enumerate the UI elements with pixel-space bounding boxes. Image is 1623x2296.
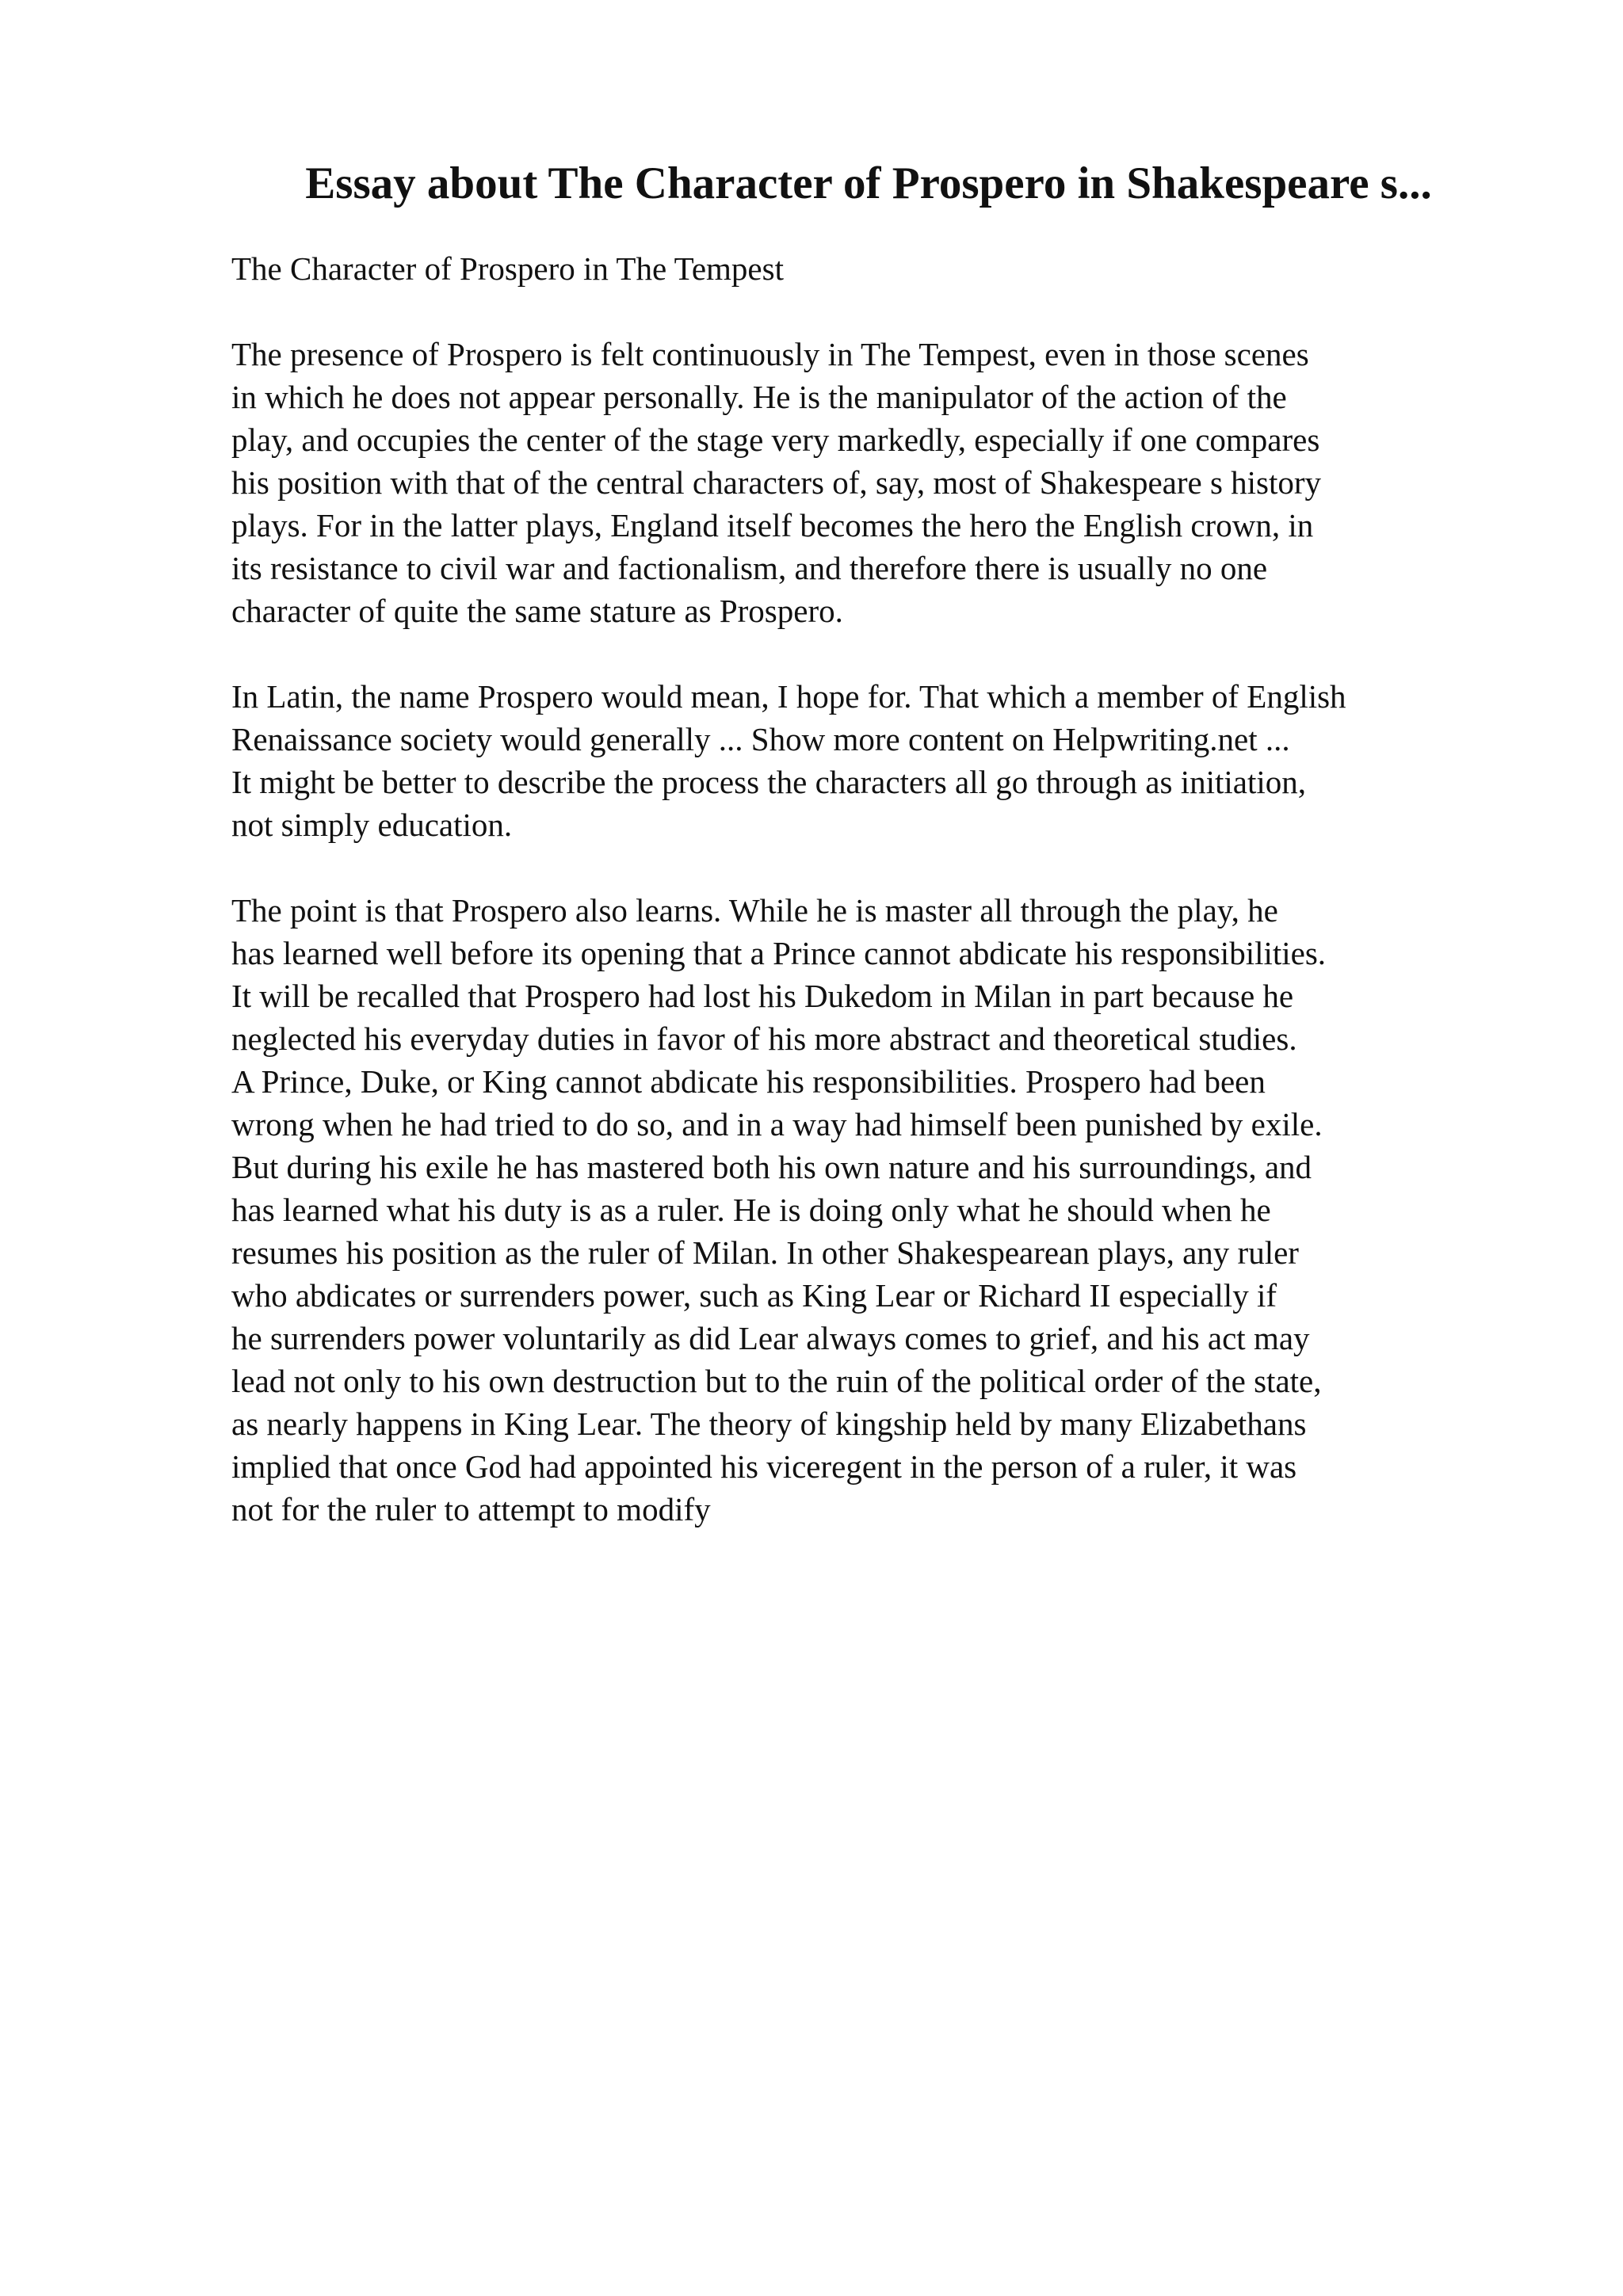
paragraph-line: The presence of Prospero is felt continuously in The Tempest, even in those scenes bbox=[231, 336, 1309, 372]
paragraph-1 bbox=[231, 333, 1594, 632]
paragraph-line: character of quite the same stature as Prospero. bbox=[231, 593, 843, 629]
paragraph-2 bbox=[231, 675, 1594, 846]
paragraph-line: has learned well before its opening that a Prince cannot abdicate his responsibilities. bbox=[231, 935, 1327, 971]
paragraph-line: It will be recalled that Prospero had lost his Dukedom in Milan in part because he bbox=[231, 978, 1294, 1014]
paragraph-line: who abdicates or surrenders power, such as King Lear or Richard II especially if bbox=[231, 1277, 1277, 1314]
paragraph-3 bbox=[231, 889, 1594, 1531]
paragraph-line: A Prince, Duke, or King cannot abdicate his responsibilities. Prospero had been bbox=[231, 1063, 1266, 1100]
paragraph-line: In Latin, the name Prospero would mean, I hope for. That which a member of English bbox=[231, 678, 1346, 715]
paragraph-line: in which he does not appear personally. He is the manipulator of the action of the bbox=[231, 379, 1287, 415]
paragraph-line: Renaissance society would generally ... Show more content on Helpwriting.net ... bbox=[231, 721, 1290, 757]
paragraph-line: The point is that Prospero also learns. While he is master all through the play, he bbox=[231, 892, 1278, 929]
paragraph-line: play, and occupies the center of the stage very markedly, especially if one compares bbox=[231, 421, 1320, 458]
paragraph-line: resumes his position as the ruler of Milan. In other Shakespearean plays, any ruler bbox=[231, 1234, 1299, 1271]
document-title: Essay about The Character of Prospero in Shakespeare s... bbox=[305, 158, 1432, 208]
document-subtitle: The Character of Prospero in The Tempest bbox=[231, 250, 784, 287]
paragraph-line: he surrenders power voluntarily as did Lear always comes to grief, and his act may bbox=[231, 1320, 1310, 1356]
paragraph-line: its resistance to civil war and factionalism, and therefore there is usually no one bbox=[231, 550, 1268, 586]
paragraph-line: But during his exile he has mastered both his own nature and his surroundings, and bbox=[231, 1149, 1312, 1185]
paragraph-line: as nearly happens in King Lear. The theory of kingship held by many Elizabethans bbox=[231, 1405, 1307, 1442]
paragraph-line: neglected his everyday duties in favor of his more abstract and theoretical studies. bbox=[231, 1020, 1297, 1057]
paragraph-line: implied that once God had appointed his viceregent in the person of a ruler, it was bbox=[231, 1448, 1297, 1485]
paragraph-line: not simply education. bbox=[231, 807, 513, 843]
paragraph-line: plays. For in the latter plays, England itself becomes the hero the English crown, in bbox=[231, 507, 1314, 543]
paragraph-line: has learned what his duty is as a ruler. He is doing only what he should when he bbox=[231, 1192, 1271, 1228]
paragraph-line: not for the ruler to attempt to modify bbox=[231, 1491, 711, 1527]
paragraph-line: It might be better to describe the process the characters all go through as initiation, bbox=[231, 764, 1306, 800]
paragraph-line: his position with that of the central characters of, say, most of Shakespeare s history bbox=[231, 464, 1322, 501]
paragraph-line: wrong when he had tried to do so, and in a way had himself been punished by exile. bbox=[231, 1106, 1323, 1142]
paragraph-line: lead not only to his own destruction but to the ruin of the political order of the state, bbox=[231, 1363, 1322, 1399]
